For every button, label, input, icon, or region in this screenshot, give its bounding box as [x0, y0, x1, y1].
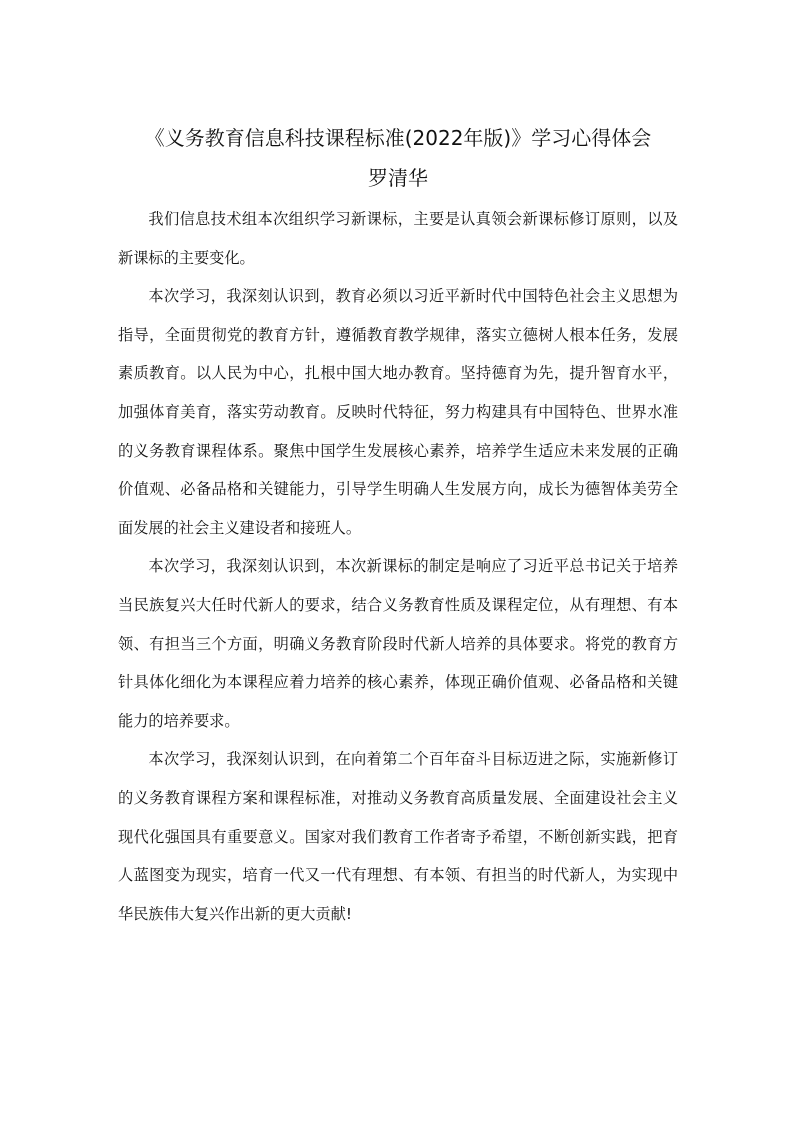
- document-body: [118, 120, 678, 933]
- paragraph-intro: 我们信息技术组本次组织学习新课标，主要是认真领会新课标修订原则，以及新课标的主要变化。: [118, 210, 678, 267]
- paragraph-education-guidance: 本次学习，我深刻认识到，教育必须以习近平新时代中国特色社会主义思想为指导，全面贯彻党的教育方针，遵循教育教学规律，落实立德树人根本任务，发展素质教育。以人民为中心，扎根中国大地办教育。坚持德育为先，提升智育水平，加强体育美育，落实劳动教育。反映时代特征，努力构建具有中国特色、世界水准的义务教育课程体系。聚焦中国学生发展核心素养，培养学生适应未来发展的正确价值观、必备品格和关键能力，引导学生明确人生发展方向，成长为德智体美劳全面发展的社会主义建设者和接班人。: [118, 287, 678, 537]
- paragraph-significance: 本次学习，我深刻认识到，在向着第二个百年奋斗目标迈进之际，实施新修订的义务教育课程方案和课程标准，对推动义务教育高质量发展、全面建设社会主义现代化强国具有重要意义。国家对我们教育工作者寄予希望，不断创新实践，把育人蓝图变为现实，培育一代又一代有理想、有本领、有担当的时代新人，为实现中华民族伟大复兴作出新的更大贡献!: [118, 750, 678, 923]
- author-name: 罗清华: [368, 166, 428, 190]
- paragraph-new-standards: 本次学习，我深刻认识到，本次新课标的制定是响应了习近平总书记关于培养当民族复兴大任时代新人的要求，结合义务教育性质及课程定位，从有理想、有本领、有担当三个方面，明确义务教育阶段时代新人培养的具体要求。将党的教育方针具体化细化为本课程应着力培养的核心素养，体现正确价值观、必备品格和关键能力的培养要求。: [118, 557, 678, 730]
- document-title: 《义务教育信息科技课程标准(2022年版)》学习心得体会: [144, 126, 652, 150]
